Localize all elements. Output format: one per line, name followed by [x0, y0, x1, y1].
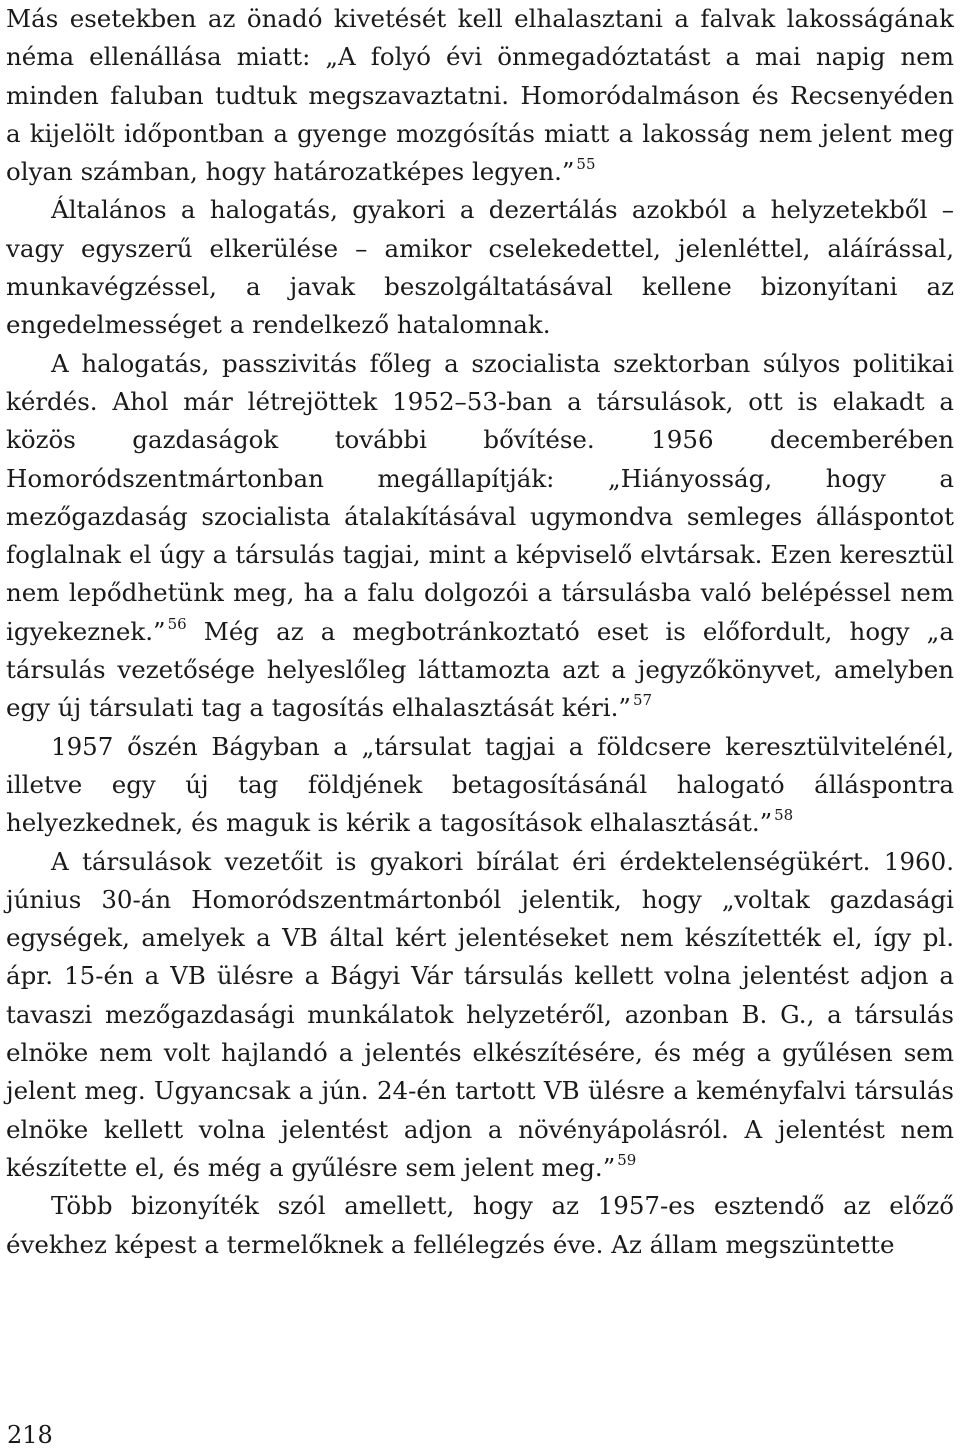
footnote-ref-56: 56 [167, 614, 187, 633]
paragraph-text: Általános a halogatás, gyakori a dezertálás azokból a helyzetekből – vagy egyszerű elkerülése – amikor cselekedettel, jelenléttel, aláírással, munkavégzéssel, a javak beszolgáltatásával kellene bizonyítani az engedelmességet a rendelkező hatalomnak. [6, 195, 954, 340]
paragraph-text: A halogatás, passzivitás főleg a szocialista szektorban súlyos politikai kérdés. Ahol már létrejöttek 1952–53-ban a társulások, ott is elakadt a közös gazdaságok további bővítése. 1956 decemberében Homoródszentmártonban megállapítják: „Hiányosság, hogy a mezőgazdaság szocialista átalakításával ugymondva semleges álláspontot foglalnak el úgy a társulás tagjai, mint a képviselő elvtársak. Ezen keresztül nem lepődhetünk meg, ha a falu dolgozói a társulásba való belépéssel nem igyekeznek.” [6, 348, 954, 646]
footnote-ref-58: 58 [774, 806, 794, 825]
document-page [6, 0, 954, 1264]
paragraph-text: Több bizonyíték szól amellett, hogy az 1957-es esztendő az előző évekhez képest a termelőknek a fellélegzés éve. Az állam megszüntette [6, 1191, 954, 1259]
paragraph-text: Még az a megbotránkoztató eset is előfordult, hogy „a társulás vezetősége helyeslőleg láttamozta azt a jegyzőkönyvet, amelyben egy új társulati tag a tagosítás elhalasztását kéri.” [6, 616, 954, 723]
paragraph-5 [6, 843, 954, 1188]
paragraph-2 [6, 191, 954, 344]
paragraph-1 [6, 0, 954, 191]
footnote-ref-55: 55 [576, 155, 596, 174]
paragraph-text: 1957 őszén Bágyban a „társulat tagjai a földcsere keresztülvitelénél, illetve egy új tag földjének betagosításánál halogató álláspontra helyezkednek, és maguk is kérik a tagosítások elhalasztását.” [6, 731, 954, 838]
paragraph-6 [6, 1187, 954, 1264]
paragraph-4 [6, 728, 954, 843]
paragraph-3 [6, 345, 954, 728]
page-number: 218 [7, 1421, 53, 1449]
footnote-ref-57: 57 [632, 691, 653, 710]
footnote-ref-59: 59 [617, 1150, 637, 1169]
paragraph-text: A társulások vezetőit is gyakori bírálat éri érdektelenségükért. 1960. június 30-án Homoródszentmártonból jelentik, hogy „voltak gazdasági egységek, amelyek a VB által kért jelentéseket nem készítették el, így pl. ápr. 15-én a VB ülésre a Bágyi Vár társulás kellett volna jelentést adjon a tavaszi mezőgazdasági munkálatok helyzetéről, azonban B. G., a társulás elnöke nem volt hajlandó a jelentés elkészítésére, és még a gyűlésen sem jelent meg. Ugyancsak a jún. 24-én tartott VB ülésre a keményfalvi társulás elnöke kellett volna jelentést adjon a növényápolásról. A jelentést nem készítette el, és még a gyűlésre sem jelent meg.” [6, 846, 954, 1182]
paragraph-text: Más esetekben az önadó kivetését kell elhalasztani a falvak lakosságának néma ellenállása miatt: „A folyó évi önmegadóztatást a mai napig nem minden faluban tudtuk megszavaztatni. Homoródalmáson és Recsenyéden a kijelölt időpontban a gyenge mozgósítás miatt a lakosság nem jelent meg olyan számban, hogy határozatképes legyen.” [6, 4, 954, 187]
